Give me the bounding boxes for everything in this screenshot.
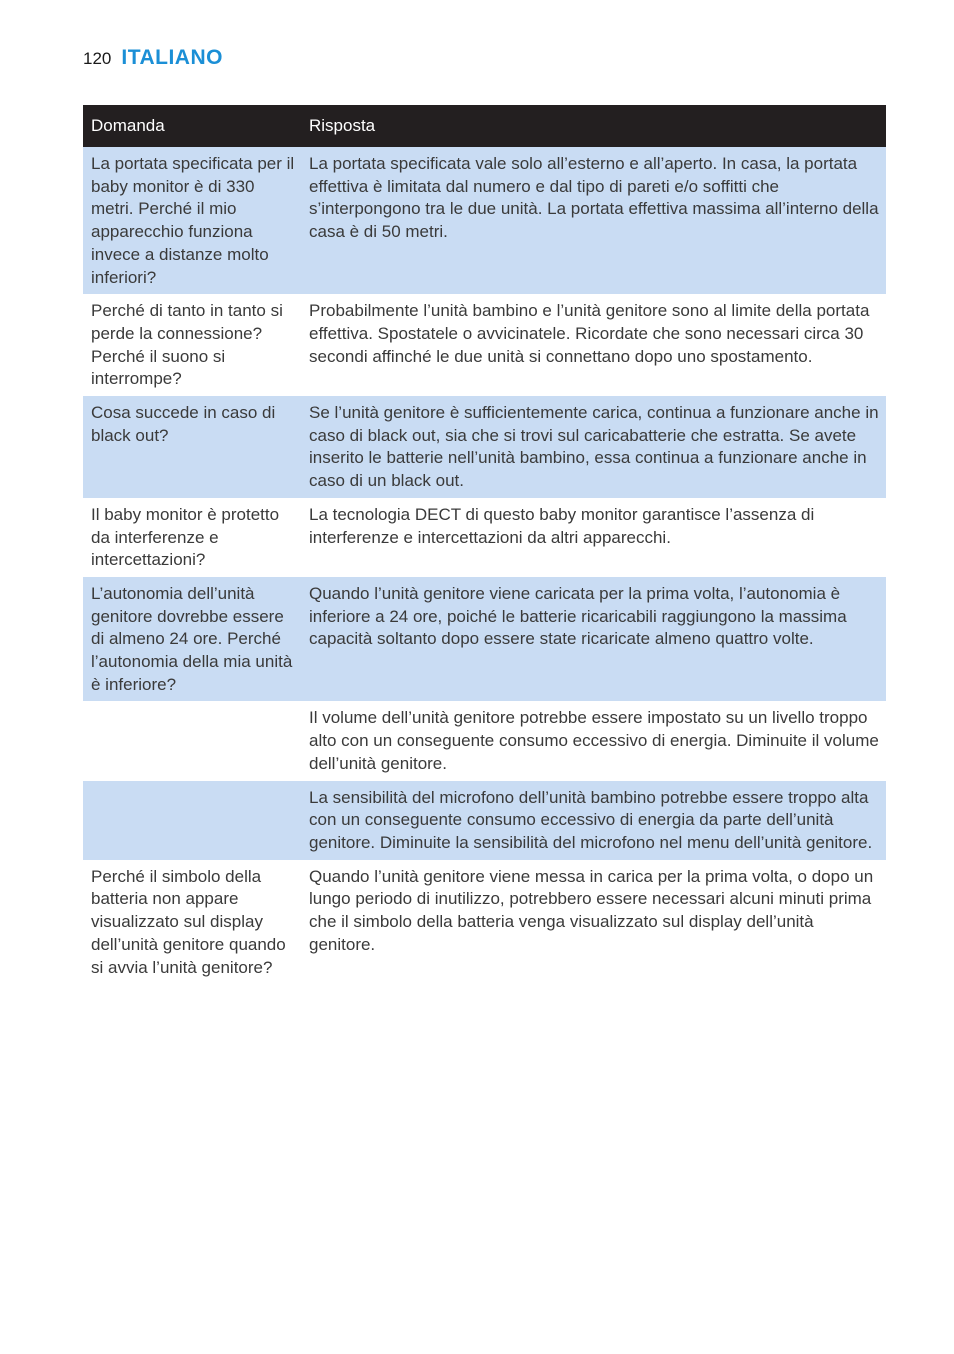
question-cell bbox=[83, 781, 301, 860]
table-row bbox=[83, 860, 886, 985]
page-number: 120 bbox=[83, 49, 112, 68]
question-cell bbox=[83, 701, 301, 780]
answer-cell: La sensibilità del microfono dell’unità bambino potrebbe essere troppo alta con un conseguente consumo eccessivo di energia da parte dell’unità genitore. Diminuite la sensibilità del microfono nel menu dell’unità genitore. bbox=[301, 781, 886, 860]
section-language-title: ITALIANO bbox=[121, 46, 223, 69]
page-header bbox=[83, 46, 223, 70]
table-row bbox=[83, 396, 886, 498]
table-row bbox=[83, 498, 886, 577]
answer-cell: Quando l’unità genitore viene messa in carica per la prima volta, o dopo un lungo periodo di inutilizzo, potrebbero essere necessari alcuni minuti prima che il simbolo della batteria venga visualizzato sul display dell’unità genitore. bbox=[301, 860, 886, 985]
answer-cell: Probabilmente l’unità bambino e l’unità genitore sono al limite della portata effettiva. Spostatele o avvicinatele. Ricordate che sono necessari circa 30 secondi affinché le due unità si connettano dopo uno spostamento. bbox=[301, 294, 886, 396]
table-row bbox=[83, 701, 886, 780]
column-header-answer: Risposta bbox=[301, 105, 886, 147]
question-cell: La portata specificata per il baby monitor è di 330 metri. Perché il mio apparecchio funziona invece a distanze molto inferiori? bbox=[83, 147, 301, 294]
table-row bbox=[83, 577, 886, 702]
table-row bbox=[83, 147, 886, 294]
table-row bbox=[83, 781, 886, 860]
answer-cell: Quando l’unità genitore viene caricata per la prima volta, l’autonomia è inferiore a 24 ore, poiché le batterie ricaricabili raggiungono la massima capacità soltanto dopo essere state ricaricate almeno quattro volte. bbox=[301, 577, 886, 702]
column-header-question: Domanda bbox=[83, 105, 301, 147]
faq-table bbox=[83, 105, 886, 984]
answer-cell: Se l’unità genitore è sufficientemente carica, continua a funzionare anche in caso di black out, sia che si trovi sul caricabatterie che estratta. Se avete inserito le batterie nell’unità bambino, essa continua a funzionare anche in caso di un black out. bbox=[301, 396, 886, 498]
answer-cell: La portata specificata vale solo all’esterno e all’aperto. In casa, la portata effettiva è limitata dal numero e dal tipo di pareti e/o soffitti che s’interpongono tra le due unità. La portata effettiva massima all’interno della casa è di 50 metri. bbox=[301, 147, 886, 294]
answer-cell: La tecnologia DECT di questo baby monitor garantisce l’assenza di interferenze e intercettazioni da altri apparecchi. bbox=[301, 498, 886, 577]
question-cell: Il baby monitor è protetto da interferenze e intercettazioni? bbox=[83, 498, 301, 577]
answer-cell: Il volume dell’unità genitore potrebbe essere impostato su un livello troppo alto con un conseguente consumo eccessivo di energia. Diminuite il volume dell’unità genitore. bbox=[301, 701, 886, 780]
question-cell: Cosa succede in caso di black out? bbox=[83, 396, 301, 498]
table-row bbox=[83, 294, 886, 396]
table-header-row bbox=[83, 105, 886, 147]
question-cell: Perché il simbolo della batteria non appare visualizzato sul display dell’unità genitore quando si avvia l’unità genitore? bbox=[83, 860, 301, 985]
question-cell: L’autonomia dell’unità genitore dovrebbe essere di almeno 24 ore. Perché l’autonomia della mia unità è inferiore? bbox=[83, 577, 301, 702]
question-cell: Perché di tanto in tanto si perde la connessione? Perché il suono si interrompe? bbox=[83, 294, 301, 396]
